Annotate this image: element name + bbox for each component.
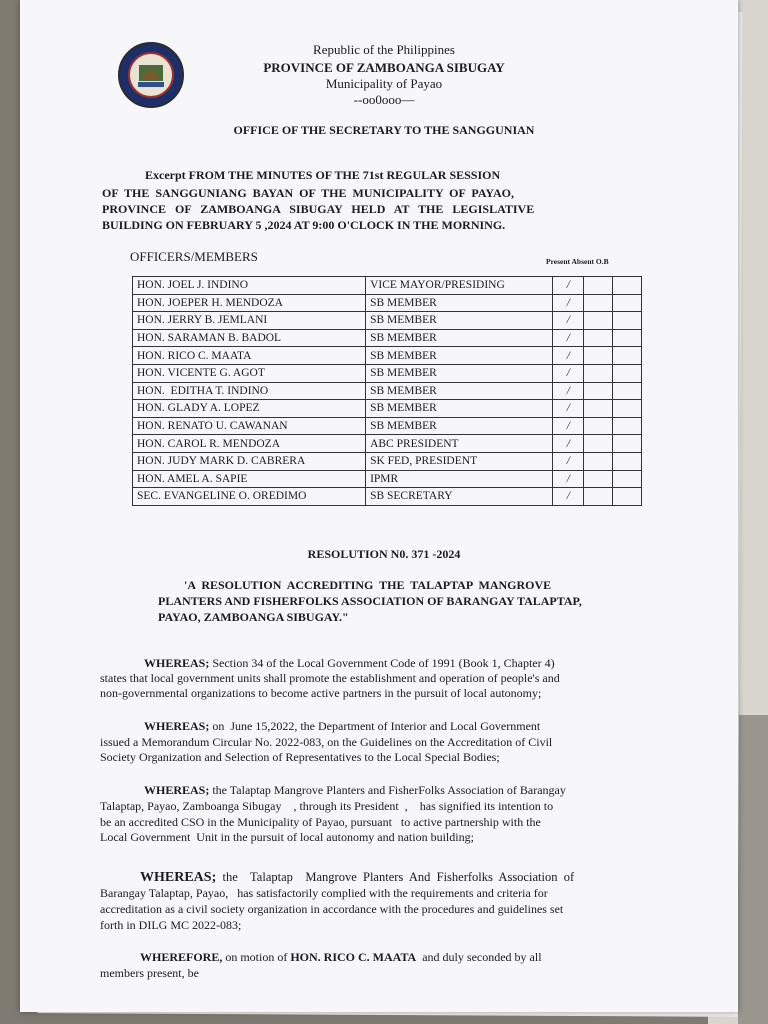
officers-members-title: OFFICERS/MEMBERS (130, 249, 258, 264)
present-mark: / (553, 435, 584, 453)
table-row (133, 488, 642, 506)
member-name: HON. RICO C. MAATA (133, 347, 366, 365)
paragraph-4-line-1: WHEREAS; the Talaptap Mangrove Planters And Fisherfolks Association of (140, 870, 575, 885)
member-name: HON. JUDY MARK D. CABRERA (133, 452, 366, 470)
table-row (133, 277, 642, 295)
present-mark: / (553, 417, 584, 435)
attendance-table (132, 276, 642, 506)
excerpt-line-3: PROVINCE OF ZAMBOANGA SIBUGAY HELD AT THE LEGISLATIVE (102, 202, 535, 216)
resolution-number: RESOLUTION N0. 371 -2024 (307, 547, 461, 561)
member-position: SB SECRETARY (366, 488, 553, 506)
table-row (133, 312, 642, 330)
wall-shadow (738, 715, 768, 1024)
member-name: HON. EDITHA T. INDINO (133, 382, 366, 400)
whereas-label: WHEREAS; (144, 783, 210, 797)
member-position: SB MEMBER (366, 347, 553, 365)
member-name: HON. GLADY A. LOPEZ (133, 400, 366, 418)
member-position: SB MEMBER (366, 329, 553, 347)
present-mark: / (553, 312, 584, 330)
table-row (133, 400, 642, 418)
excerpt-line-2: OF THE SANGGUNIANG BAYAN OF THE MUNICIPALITY OF PAYAO, (102, 186, 514, 200)
present-mark: / (553, 382, 584, 400)
present-mark: / (553, 470, 584, 488)
member-position: SB MEMBER (366, 364, 553, 382)
paragraph-2-line-1: WHEREAS; on June 15,2022, the Department of Interior and Local Government (144, 719, 541, 733)
table-row (133, 329, 642, 347)
table-row (133, 294, 642, 312)
paragraph-4-line-4: forth in DILG MC 2022-083; (100, 918, 242, 932)
wherefore-label: WHEREFORE, (140, 950, 223, 964)
member-position: SB MEMBER (366, 312, 553, 330)
paragraph-2-line-2: issued a Memorandum Circular No. 2022-083, on the Guidelines on the Accreditation of Civil (100, 735, 553, 749)
office-title: OFFICE OF THE SECRETARY TO THE SANGGUNIAN (233, 123, 535, 137)
member-name: HON. CAROL R. MENDOZA (133, 435, 366, 453)
paragraph-3-line-3: be an accredited CSO in the Municipality of Payao, pursuant to active partnership with the (100, 815, 541, 829)
member-position: VICE MAYOR/PRESIDING (366, 277, 553, 295)
paragraph-3-line-1: WHEREAS; the Talaptap Mangrove Planters and FisherFolks Association of Barangay (144, 783, 566, 797)
header-municipality: Municipality of Payao (325, 76, 443, 91)
member-name: HON. JERRY B. JEMLANI (133, 312, 366, 330)
document-page (20, 0, 738, 1012)
resolution-title-line-3: PAYAO, ZAMBOANGA SIBUGAY." (158, 610, 349, 624)
member-position: IPMR (366, 470, 553, 488)
table-row (133, 347, 642, 365)
table-row (133, 470, 642, 488)
member-position: ABC PRESIDENT (366, 435, 553, 453)
excerpt-line-4: BUILDING ON FEBRUARY 5 ,2024 AT 9:00 O'CLOCK IN THE MORNING. (102, 218, 506, 232)
present-mark: / (553, 294, 584, 312)
member-name: HON. JOEL J. INDINO (133, 277, 366, 295)
paragraph-1-line-1: WHEREAS; Section 34 of the Local Government Code of 1991 (Book 1, Chapter 4) (144, 656, 555, 670)
paragraph-1-line-3: non-governmental organizations to become active partners in the pursuit of local autonomy; (100, 686, 542, 700)
member-name: HON. JOEPER H. MENDOZA (133, 294, 366, 312)
header-separator: --oo0ooo— (353, 92, 415, 107)
member-position: SB MEMBER (366, 294, 553, 312)
member-position: SB MEMBER (366, 400, 553, 418)
paragraph-2-line-3: Society Organization and Selection of Representatives to the Local Special Bodies; (100, 750, 500, 764)
present-mark: / (553, 364, 584, 382)
table-row (133, 452, 642, 470)
table-row (133, 364, 642, 382)
header-republic: Republic of the Philippines (313, 42, 455, 57)
member-position: SB MEMBER (366, 417, 553, 435)
table-row (133, 417, 642, 435)
paragraph-4-line-3: accreditation as a civil society organization in accordance with the procedures and guidelines set (100, 902, 564, 916)
paragraph-3-line-2: Talaptap, Payao, Zamboanga Sibugay , through its President , has signified its intention to (100, 799, 554, 813)
whereas-label: WHEREAS; (144, 656, 210, 670)
excerpt-line-1: Excerpt FROM THE MINUTES OF THE 71st REGULAR SESSION (145, 168, 501, 182)
member-name: HON. SARAMAN B. BADOL (133, 329, 366, 347)
paragraph-1-line-2: states that local government units shall promote the establishment and operation of people's and (100, 671, 560, 685)
present-mark: / (553, 347, 584, 365)
mover-name: HON. RICO C. MAATA (290, 950, 417, 964)
resolution-title-line-1: 'A RESOLUTION ACCREDITING THE TALAPTAP MANGROVE (184, 578, 552, 592)
paragraph-5-line-1: WHEREFORE, on motion of HON. RICO C. MAATA and duly seconded by all (140, 950, 542, 964)
table-row (133, 435, 642, 453)
paragraph-5-line-2: members present, be (100, 966, 199, 980)
member-name: SEC. EVANGELINE O. OREDIMO (133, 488, 366, 506)
present-mark: / (553, 277, 584, 295)
attendance-legend: Present Absent O.B (546, 257, 609, 266)
resolution-title-line-2: PLANTERS AND FISHERFOLKS ASSOCIATION OF BARANGAY TALAPTAP, (158, 594, 582, 608)
member-position: SK FED, PRESIDENT (366, 452, 553, 470)
present-mark: / (553, 329, 584, 347)
whereas-label: WHEREAS; (140, 870, 217, 885)
member-name: HON. VICENTE G. AGOT (133, 364, 366, 382)
present-mark: / (553, 452, 584, 470)
paragraph-3-line-4: Local Government Unit in the pursuit of local autonomy and nation building; (100, 830, 474, 844)
member-name: HON. RENATO U. CAWANAN (133, 417, 366, 435)
whereas-label: WHEREAS; (144, 719, 210, 733)
header-province: PROVINCE OF ZAMBOANGA SIBUGAY (263, 60, 505, 75)
member-position: SB MEMBER (366, 382, 553, 400)
table-row (133, 382, 642, 400)
present-mark: / (553, 400, 584, 418)
paragraph-4-line-2: Barangay Talaptap, Payao, has satisfactorily complied with the requirements and criteria for (100, 886, 548, 900)
present-mark: / (553, 488, 584, 506)
member-name: HON. AMEL A. SAPIE (133, 470, 366, 488)
